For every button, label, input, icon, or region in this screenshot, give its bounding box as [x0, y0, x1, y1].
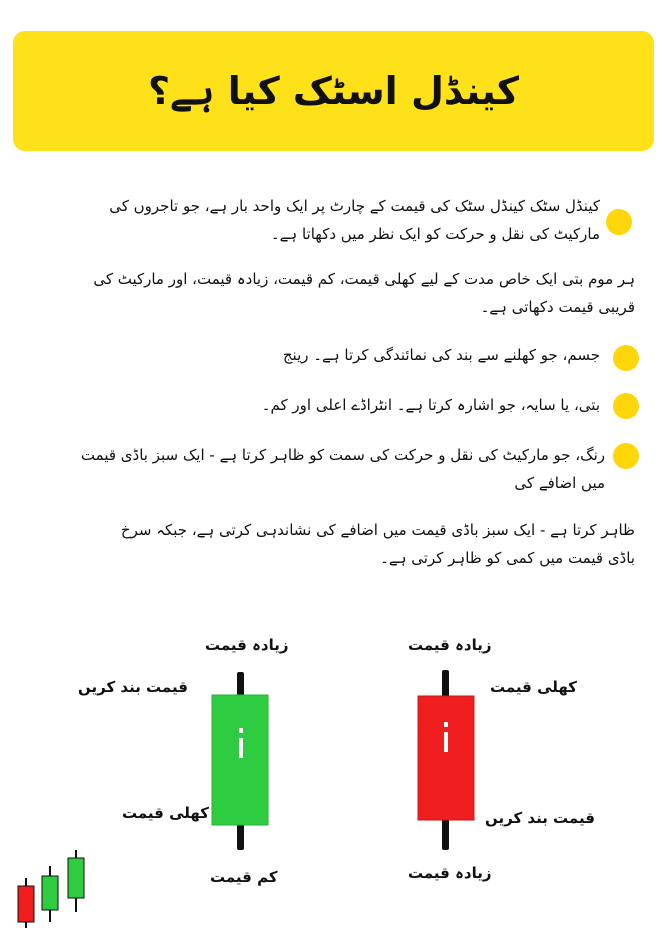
green-high-label: زیادہ قیمت — [205, 636, 289, 654]
red-candle-highlight — [444, 722, 448, 727]
paragraph-definition: کینڈل سٹک کینڈل سٹک کی قیمت کے چارٹ پر ایک واحد بار ہے، جو تاجروں کی مارکیٹ کی نقل و حرکت کو ایک نظر میں دکھاتا ہے۔ — [109, 197, 600, 243]
paragraph-direction: ظاہر کرتا ہے - ایک سبز باڈی قیمت میں اضافے کی نشاندہی کرتی ہے، جبکہ سرخ باڈی قیمت میں کمی کو ظاہر کرتی ہے۔ — [120, 521, 635, 567]
candles-logo-icon — [18, 850, 84, 928]
paragraph-ohlc: ہر موم بتی ایک خاص مدت کے لیے کھلی قیمت، کم قیمت، زیادہ قیمت، اور مارکیٹ کی قریبی قیمت دکھاتی ہے۔ — [93, 270, 635, 316]
red-candle-highlight-2 — [444, 732, 448, 752]
green-open-label: کھلی قیمت — [122, 804, 210, 822]
green-candle-highlight-2 — [239, 738, 243, 758]
red-close-label: قیمت بند کریں — [485, 809, 595, 827]
red-open-label: کھلی قیمت — [490, 678, 578, 696]
page-title: کینڈل اسٹک کیا ہے؟ — [147, 69, 519, 113]
green-close-label: قیمت بند کریں — [78, 678, 188, 696]
green-candle — [212, 672, 268, 850]
green-candle-highlight — [239, 728, 243, 733]
green-candle-body — [212, 695, 268, 825]
red-low-label: زیادہ قیمت — [408, 864, 492, 882]
paragraph-color: رنگ، جو مارکیٹ کی نقل و حرکت کی سمت کو ظاہر کرتا ہے - ایک سبز باڈی قیمت میں اضافے کی — [80, 446, 605, 492]
green-low-label: کم قیمت — [210, 868, 278, 886]
red-candle — [418, 670, 474, 850]
paragraph-body: جسم، جو کھلنے سے بند کی نمائندگی کرتا ہے۔ رینج — [282, 346, 600, 364]
paragraph-wick: بتی، یا سایہ، جو اشارہ کرتا ہے۔ انٹراڈے اعلی اور کم۔ — [261, 396, 600, 414]
red-high-label: زیادہ قیمت — [408, 636, 492, 654]
red-candle-body — [418, 696, 474, 820]
